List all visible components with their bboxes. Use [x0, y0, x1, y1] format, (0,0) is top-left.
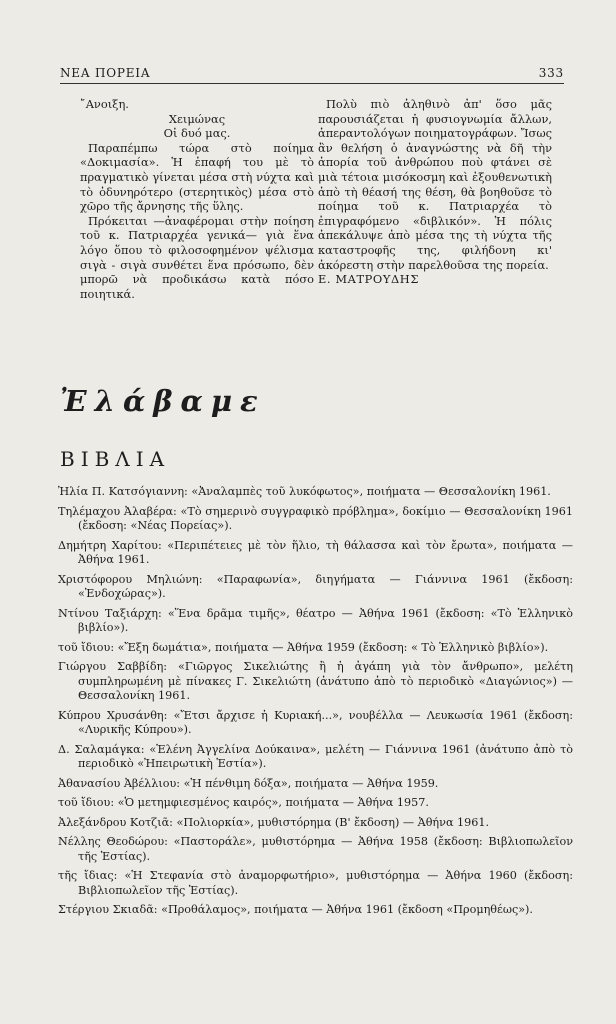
book-entry: Χριστόφορου Μηλιώνη: «Παραφωνία», διηγήματα — Γιάννινα 1961 (ἔκδοση: «Ἐνδοχώρας»). [58, 572, 573, 600]
page-number: 333 [538, 66, 564, 80]
section-title: Ἐλάβαμε [60, 384, 266, 418]
book-entry: τοῦ ἴδιου: «Ἔξη δωμάτια», ποιήματα — Ἀθήνα 1959 (ἔκδοση: « Τὸ Ἑλληνικὸ βιβλίο»). [58, 640, 549, 654]
book-entry: Στέργιου Σκιαδᾶ: «Προθάλαμος», ποιήματα — Ἀθήνα 1961 (ἔκδοση «Προμηθέως»). [58, 903, 533, 916]
poem-title-two-of-us: Οἱ δυό μας. [163, 126, 231, 141]
book-entry: Δημήτρη Χαρίτου: «Περιπέτειες μὲ τὸν ἥλιο, τὴ θάλασσα καὶ τὸν ἔρωτα», ποιήματα — Ἀθήνα 1961. [58, 538, 573, 566]
book-entry: Τηλέμαχου Ἀλαβέρα: «Τὸ σημερινὸ συγγραφικὸ πρόβλημα», δοκίμιο — Θεσσαλονίκη 1961 (ἔκδοση: «Νέας Πορείας»). [58, 504, 573, 532]
running-head [60, 66, 564, 80]
left-column [80, 97, 314, 301]
review-paragraph: Πρόκειται —ἀναφέρομαι στὴν ποίηση τοῦ κ. Πατριαρχέα γενικά— γιὰ ἕνα λόγο ὅπου τὸ φιλοσοφημένον ψέλισμα σιγὰ - σιγὰ συνθέτει ἕνα πρόσωπο, δὲν μπορῶ νὰ προδικάσω κατὰ πόσο ποιητικά. [80, 213, 314, 301]
review-paragraph: Πολὺ πιὸ ἀληθινὸ ἀπ' ὅσο μᾶς παρουσιάζεται ἡ φυσιογνωμία ἄλλων, ἀπεραντολόγων ποιηματογράφων. Ἴσως ἂν θελήση ὁ ἀναγνώστης νὰ δῆ τὴν ἀπορία τοῦ ἀνθρώπου ποὺ φτάνει σὲ μιὰ τέτοια μισόκοσμη καὶ ἐξουθενωτικὴ ἀπὸ τὴ θέασή της θέση, θὰ βοηθοῦσε τὸ ποίημα τοῦ κ. Πατριαρχέα τὸ ἐπιγραφόμενο «διβλικόν». Ἡ πόλις ἀπεκάλυψε ἀπὸ μέσα της τὴ νύχτα τῆς καταστροφῆς της, φιλήδονη κι' ἀκόρεστη στὴν παρελθοῦσα της πορεία. [318, 97, 552, 272]
poem-title-spring: ῎Ανοιξη. [80, 97, 129, 111]
book-entry: τῆς ἴδιας: «Ἡ Στεφανία στὸ ἀναμορφωτήριο», μυθιστόρημα — Ἀθήνα 1960 (ἔκδοση: Βιβλιοπωλεῖον τῆς Ἑστίας). [58, 869, 573, 897]
review-paragraph: Παραπέμπω τώρα στὸ ποίημα «Δοκιμασία». Ἡ ἐπαφή του μὲ τὸ πραγματικὸ γίνεται μέσα στὴ νύχτα καὶ τὸ ὀδυνηρότερο (στερητικὸς) μέσα στὸ χῶρο τῆς ἄρνησης τῆς ὕλης. [80, 140, 314, 214]
book-entry: Ἠλία Π. Κατσόγιαννη: «Ἀναλαμπὲς τοῦ λυκόφωτος», ποιήματα — Θεσσαλονίκη 1961. [58, 485, 551, 498]
poem-title-winter: Χειμώνας [168, 111, 226, 126]
book-entry: Νέλλης Θεοδώρου: «Παστοράλε», μυθιστόρημα — Ἀθήνα 1958 (ἔκδοση: Βιβλιοπωλεῖον τῆς Ἑστίας). [58, 835, 573, 863]
right-column [318, 97, 552, 287]
book-entry: Ντίνου Ταξιάρχη: «Ἕνα δρᾶμα τιμῆς», θέατρο — Ἀθήνα 1961 (ἔκδοση: «Τὸ Ἑλληνικὸ βιβλίο»). [58, 606, 573, 634]
book-entry: Γιώργου Σαββίδη: «Γιῶργος Σικελιώτης ἢ ἡ ἀγάπη γιὰ τὸν ἄνθρωπο», μελέτη συμπληρωμένη μὲ πίνακες Γ. Σικελιώτη (ἀνάτυπο ἀπὸ τὸ περιοδικὸ «Διαγώνιος») — Θεσσαλονίκη 1961. [58, 660, 573, 702]
header-rule [60, 83, 564, 84]
books-heading: ΒΙΒΛΙΑ [60, 447, 171, 471]
journal-name: ΝΕΑ ΠΟΡΕΙΑ [60, 66, 151, 80]
book-entry: τοῦ ἴδιου: «Ὁ μετημφιεσμένος καιρός», ποιήματα — Ἀθήνα 1957. [58, 796, 429, 809]
book-entry: Δ. Σαλαμάγκα: «Ἑλένη Ἀγγελίνα Δούκαινα», μελέτη — Γιάννινα 1961 (ἀνάτυπο ἀπὸ τὸ περιοδικὸ «Ἠπειρωτικὴ Ἑστία»). [58, 742, 573, 770]
author-signature: Ε. ΜΑΤΡΟΥΔΗΣ [318, 272, 419, 287]
book-entry: Ἀθανασίου Ἀβέλλιου: «Ἡ πένθιμη δόξα», ποιήματα — Ἀθήνα 1959. [58, 776, 439, 790]
book-entry: Ἀλεξάνδρου Κοτζιᾶ: «Πολιορκία», μυθιστόρημα (Β' ἔκδοση) — Ἀθήνα 1961. [58, 815, 490, 829]
books-list [58, 485, 573, 923]
book-entry: Κύπρου Χρυσάνθη: «Ἔτσι ἄρχισε ἡ Κυριακή...», νουβέλλα — Λευκωσία 1961 (ἔκδοση: «Λυρικῆς Κύπρου»). [58, 708, 573, 736]
